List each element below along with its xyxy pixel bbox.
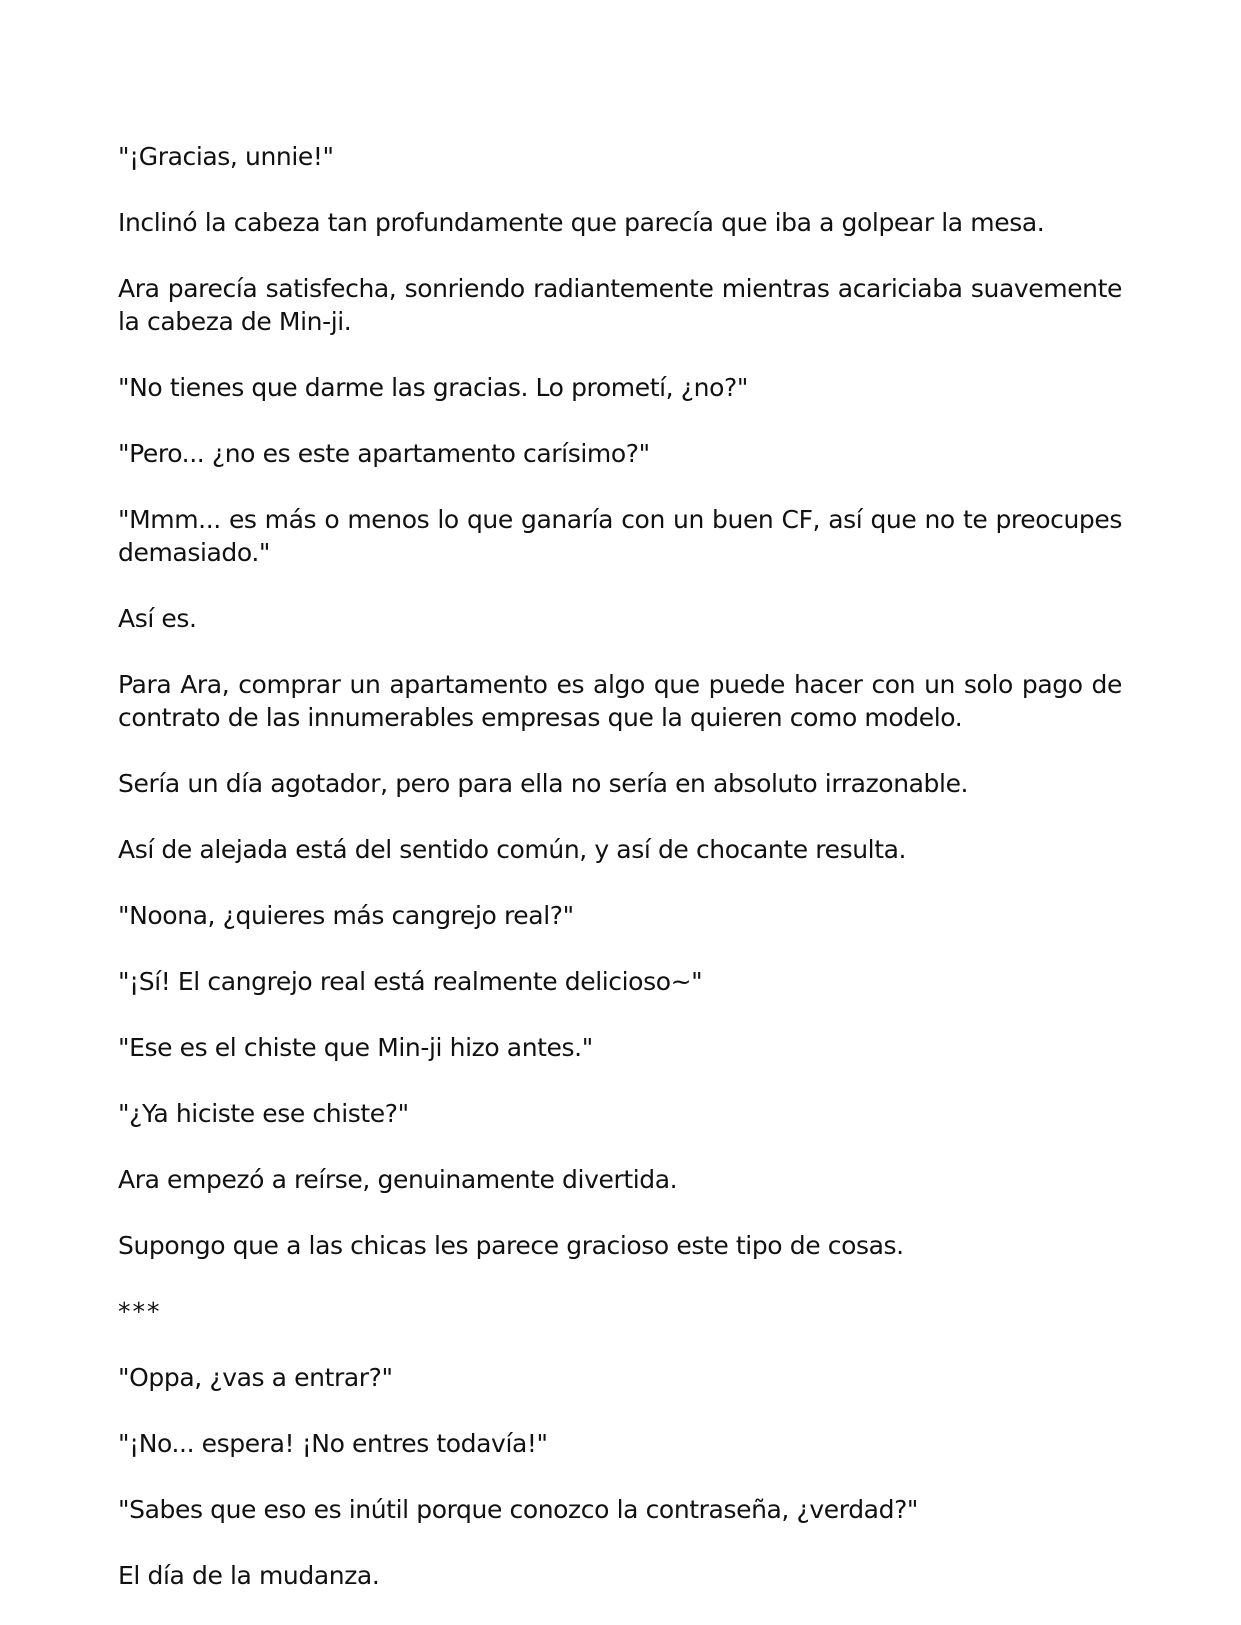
paragraph: Supongo que a las chicas les parece gracioso este tipo de cosas. xyxy=(118,1231,904,1260)
paragraph: Así es. xyxy=(118,604,197,633)
paragraph: Para Ara, comprar un apartamento es algo que puede hacer con un solo pago de contrato de las innumerables empresas que la quieren como modelo. xyxy=(118,670,1122,732)
paragraph: "Pero... ¿no es este apartamento carísimo?" xyxy=(118,439,650,468)
document-body xyxy=(118,140,1122,1625)
paragraph: "Noona, ¿quieres más cangrejo real?" xyxy=(118,901,574,930)
paragraph: "¡No... espera! ¡No entres todavía!" xyxy=(118,1429,548,1458)
paragraph: "¿Ya hiciste ese chiste?" xyxy=(118,1099,409,1128)
paragraph: "No tienes que darme las gracias. Lo prometí, ¿no?" xyxy=(118,373,748,402)
paragraph: "¡Sí! El cangrejo real está realmente delicioso~" xyxy=(118,967,703,996)
paragraph: "Sabes que eso es inútil porque conozco la contraseña, ¿verdad?" xyxy=(118,1495,919,1524)
paragraph: Así de alejada está del sentido común, y así de chocante resulta. xyxy=(118,835,907,864)
paragraph: Inclinó la cabeza tan profundamente que parecía que iba a golpear la mesa. xyxy=(118,208,1045,237)
paragraph: "Mmm... es más o menos lo que ganaría con un buen CF, así que no te preocupes demasiado." xyxy=(118,505,1122,567)
paragraph: El día de la mudanza. xyxy=(118,1561,380,1590)
paragraph: "Ese es el chiste que Min-ji hizo antes." xyxy=(118,1033,593,1062)
paragraph: Ara parecía satisfecha, sonriendo radiantemente mientras acariciaba suavemente la cabeza de Min-ji. xyxy=(118,274,1122,336)
scene-separator: *** xyxy=(118,1297,162,1326)
paragraph: Ara empezó a reírse, genuinamente divertida. xyxy=(118,1165,678,1194)
paragraph: "Oppa, ¿vas a entrar?" xyxy=(118,1363,393,1392)
paragraph: Sería un día agotador, pero para ella no sería en absoluto irrazonable. xyxy=(118,769,969,798)
paragraph: "¡Gracias, unnie!" xyxy=(118,142,334,171)
